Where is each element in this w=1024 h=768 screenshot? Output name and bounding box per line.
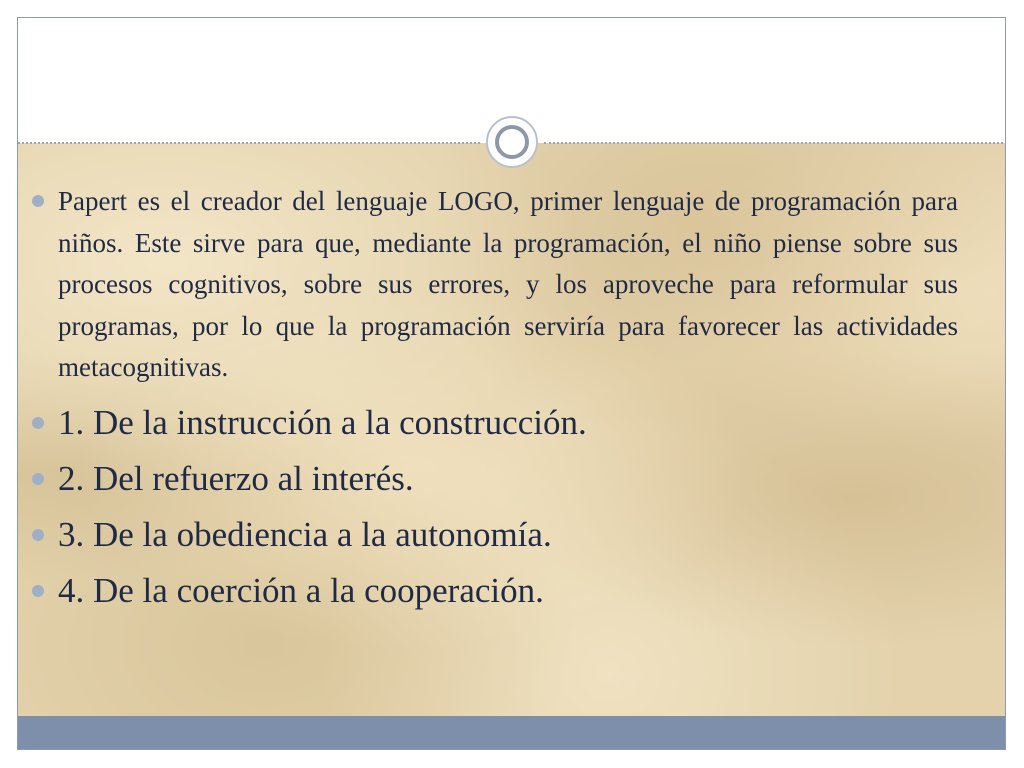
bullet-dot-icon bbox=[32, 529, 44, 541]
footer-bar bbox=[18, 716, 1005, 750]
list-item-paragraph bbox=[30, 181, 958, 389]
bullet-dot-icon bbox=[32, 585, 44, 597]
list-item bbox=[30, 563, 958, 619]
divider-line-right bbox=[544, 142, 1006, 144]
bullet-dot-icon bbox=[32, 417, 44, 429]
ring-ornament-icon bbox=[486, 116, 538, 168]
bullet-dot-icon bbox=[32, 195, 44, 207]
ring-inner bbox=[495, 125, 529, 159]
list-item bbox=[30, 451, 958, 507]
paragraph-text: Papert es el creador del lenguaje LOGO, primer lenguaje de programación para niños. Este sirve para que, mediante la programación, el niño piense sobre sus procesos cognitivos, sobre sus errores, y los aproveche para reformular sus programas, por lo que la programación serviría para favorecer las actividades metacognitivas. bbox=[58, 186, 958, 382]
list-item-text: 3. De la obediencia a la autonomía. bbox=[58, 514, 552, 554]
list-item-text: 2. Del refuerzo al interés. bbox=[58, 458, 414, 498]
list-item-text: 1. De la instrucción a la construcción. bbox=[58, 402, 587, 442]
list-item bbox=[30, 507, 958, 563]
list-item-text: 4. De la coerción a la cooperación. bbox=[58, 570, 544, 610]
bullet-list bbox=[30, 165, 958, 619]
bullet-dot-icon bbox=[32, 473, 44, 485]
divider-line-left bbox=[18, 142, 480, 144]
list-item bbox=[30, 395, 958, 451]
